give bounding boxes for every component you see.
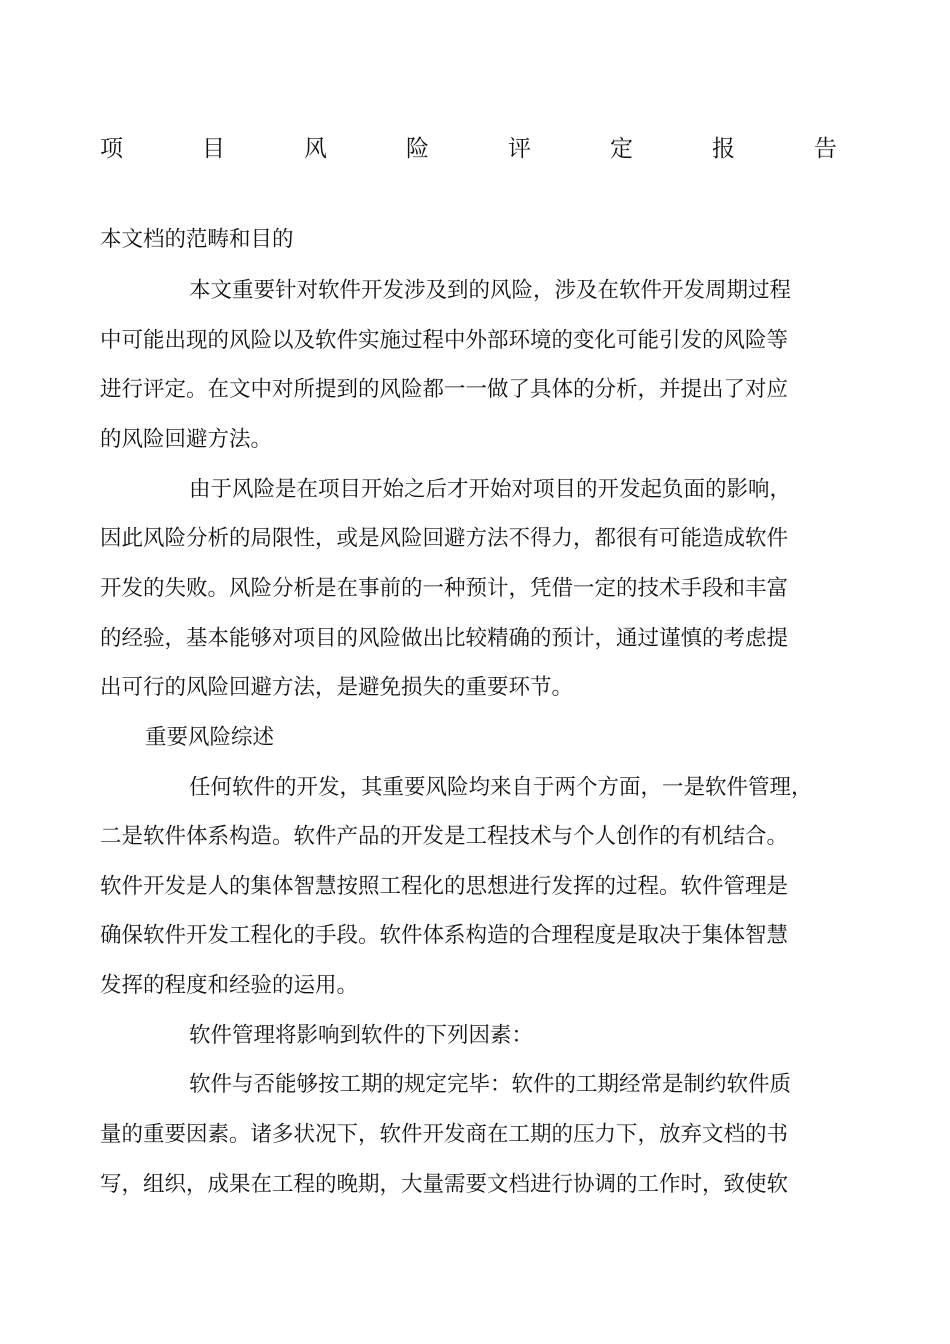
title-char: 评: [508, 135, 531, 162]
paragraph-line: 软件与否能够按工期的规定完毕：软件的工期经常是制约软件质: [189, 1072, 792, 1097]
paragraph-line: 任何软件的开发，其重要风险均来自于两个方面，一是软件管理，: [189, 775, 813, 800]
section-heading-risks: 重要风险综述: [145, 725, 275, 750]
paragraph-line: 进行评定。在文中对所提到的风险都一一做了具体的分析，并提出了对应: [100, 377, 789, 402]
title-char: 项: [100, 135, 123, 162]
paragraph-line: 的风险回避方法。: [100, 427, 273, 452]
paragraph-line: 二是软件体系构造。软件产品的开发是工程技术与个人创作的有机结合。: [100, 824, 789, 849]
paragraph-line: 量的重要因素。诸多状况下，软件开发商在工期的压力下，放弃文档的书: [100, 1122, 789, 1147]
paragraph-line: 由于风险是在项目开始之后才开始对项目的开发起负面的影响，: [189, 477, 792, 502]
title-char: 目: [202, 135, 225, 162]
paragraph-line: 软件管理将影响到软件的下列因素：: [189, 1023, 534, 1048]
paragraph-line: 本文重要针对软件开发涉及到的风险，涉及在软件开发周期过程: [189, 278, 792, 303]
paragraph-line: 写，组织，成果在工程的晚期，大量需要文档进行协调的工作时，致使软: [100, 1172, 789, 1197]
section-heading-scope: 本文档的范畴和目的: [100, 227, 294, 252]
paragraph-line: 中可能出现的风险以及软件实施过程中外部环境的变化可能引发的风险等: [100, 328, 789, 353]
title-char: 告: [814, 135, 837, 162]
paragraph-line: 因此风险分析的局限性，或是风险回避方法不得力，都很有可能造成软件: [100, 526, 789, 551]
paragraph-line: 软件开发是人的集体智慧按照工程化的思想进行发挥的过程。软件管理是: [100, 874, 789, 899]
title-char: 定: [610, 135, 633, 162]
title-char: 报: [712, 135, 735, 162]
paragraph-line: 确保软件开发工程化的手段。软件体系构造的合理程度是取决于集体智慧: [100, 923, 789, 948]
paragraph-line: 出可行的风险回避方法，是避免损失的重要环节。: [100, 675, 574, 700]
document-title: [100, 128, 837, 164]
title-char: 险: [406, 135, 429, 162]
paragraph-line: 发挥的程度和经验的运用。: [100, 973, 359, 998]
paragraph-line: 的经验，基本能够对项目的风险做出比较精确的预计，通过谨慎的考虑提: [100, 626, 789, 651]
paragraph-line: 开发的失败。风险分析是在事前的一种预计，凭借一定的技术手段和丰富: [100, 576, 789, 601]
title-char: 风: [304, 135, 327, 162]
